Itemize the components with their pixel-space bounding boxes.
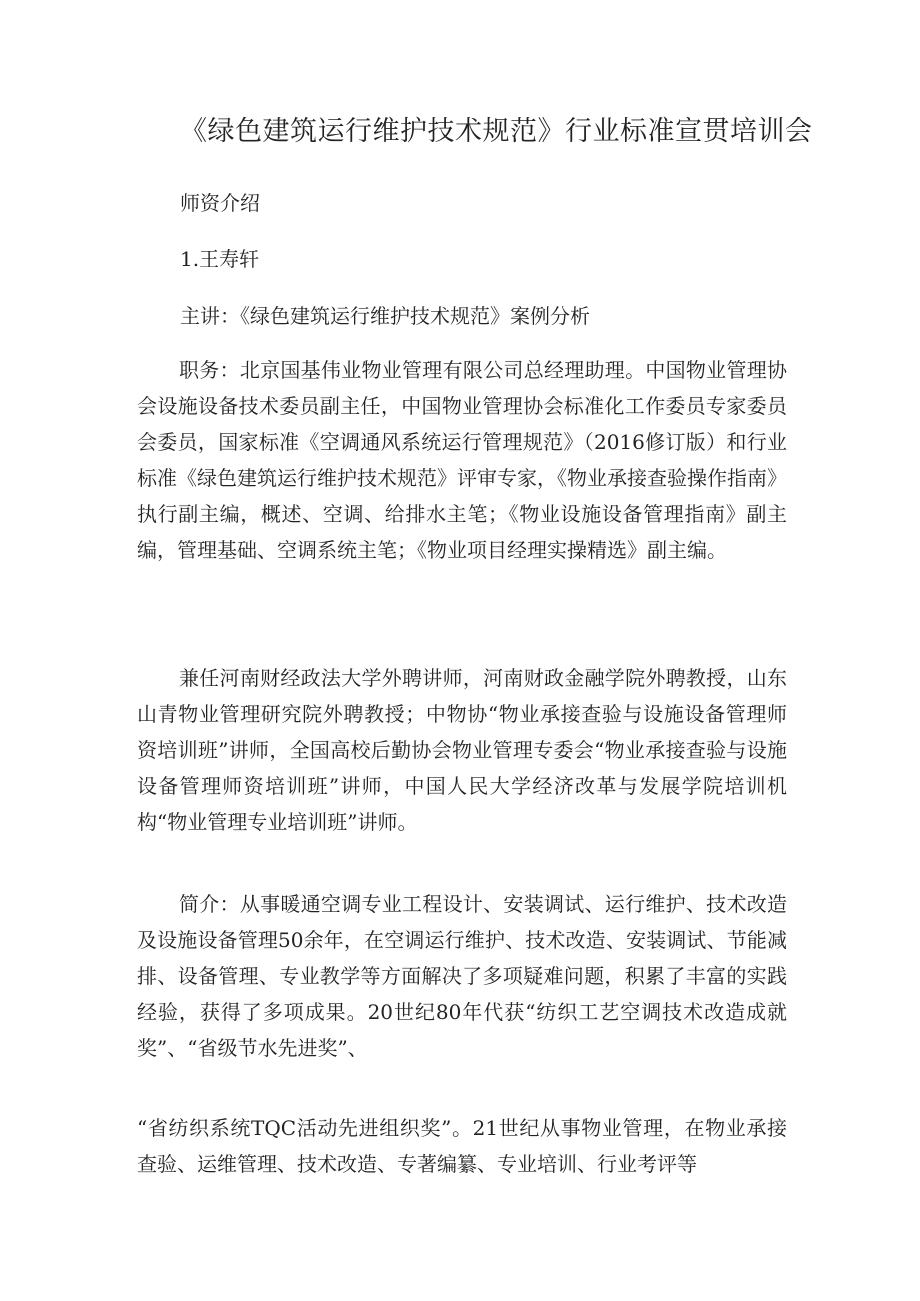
section-heading: 师资介绍 <box>180 191 260 215</box>
introduction-paragraph: 简介：从事暖通空调专业工程设计、安装调试、运行维护、技术改造及设施设备管理50余年，在空调运行维护、技术改造、安装调试、节能减排、设备管理、专业教学等方面解决了多项疑难问题，积累了丰富的实践经验，获得了多项成果。20世纪80年代获“纺织工艺空调技术改造成就奖”、“省级节水先进奖”、 <box>137 892 787 1060</box>
position-paragraph: 职务：北京国基伟业物业管理有限公司总经理助理。中国物业管理协会设施设备技术委员副主任，中国物业管理协会标准化工作委员专家委员会委员，国家标准《空调通风系统运行管理规范》（2016修订版）和行业标准《绿色建筑运行维护技术规范》评审专家，《物业承接查验操作指南》执行副主编，概述、空调、给排水主笔；《物业设施设备管理指南》副主编，管理基础、空调系统主笔；《物业项目经理实操精选》副主编。 <box>137 358 787 562</box>
lecture-topic: 主讲：《绿色建筑运行维护技术规范》案例分析 <box>180 304 590 328</box>
speaker-name: 1.王寿轩 <box>180 247 260 271</box>
introduction-continuation-paragraph: “省纺织系统TQC活动先进组织奖”。21世纪从事物业管理，在物业承接查验、运维管理、技术改造、专著编纂、专业培训、行业考评等 <box>137 1116 787 1176</box>
document-title: 《绿色建筑运行维护技术规范》行业标准宣贯培训会 <box>180 116 813 147</box>
concurrent-roles-paragraph: 兼任河南财经政法大学外聘讲师，河南财政金融学院外聘教授，山东山青物业管理研究院外聘教授；中物协“物业承接查验与设施设备管理师资培训班”讲师，全国高校后勤协会物业管理专委会“物业承接查验与设施设备管理师资培训班”讲师，中国人民大学经济改革与发展学院培训机构“物业管理专业培训班”讲师。 <box>137 666 787 834</box>
